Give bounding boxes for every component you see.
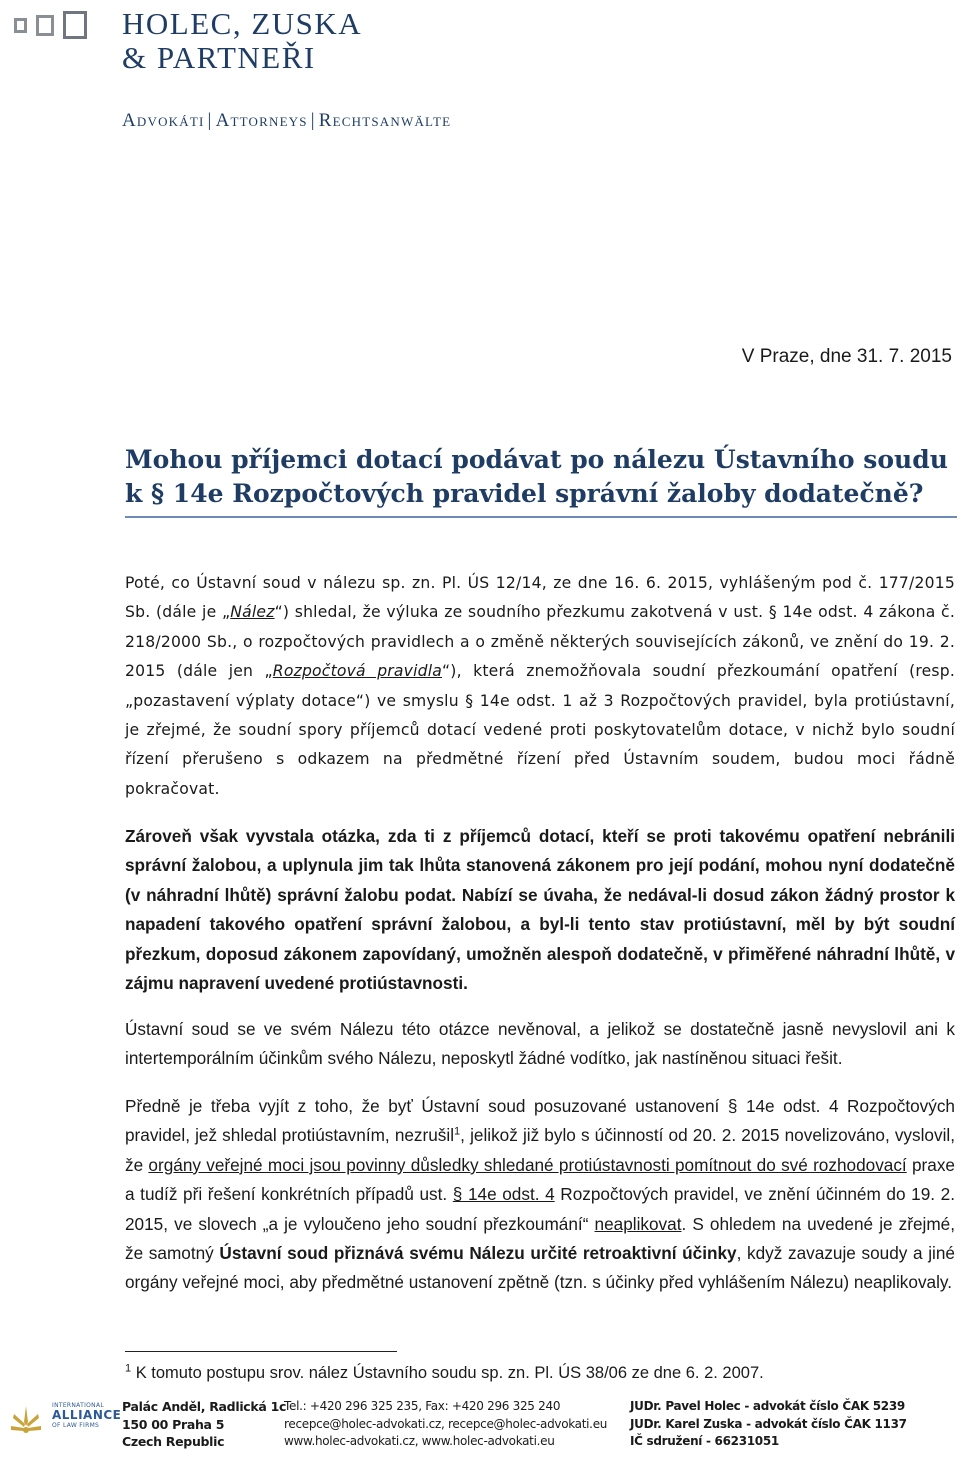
heading-line-2: k § 14e Rozpočtových pravidel správní žaloby dodatečně?	[125, 479, 924, 508]
paragraph-1-text: “), která znemožňovala soudní přezkoumání opatření (resp. „pozastavení výplaty dotace“) ve smyslu § 14e odst. 1 až 3 Rozpočtových pravidel, byla protiústavní, je zřejmé, že soudní spory příjemců dotací vedené proti poskytovatelům dotace, v nichž bylo soudní řízení přerušeno s odkazem na předmětné řízení před Ústavním soudem, budou moci řádně pokračovat.	[125, 662, 956, 798]
contact-web[interactable]: www.holec-advokati.cz, www.holec-advokati.eu	[284, 1434, 555, 1448]
paragraph-1-text: Poté, co Ústavní soud v nálezu sp. zn. Pl. ÚS 12/14, ze dne 16. 6. 2015, vyhlášeným pod č. 177/2015 Sb. (dále je „	[125, 574, 955, 622]
defined-term-nalez: Nález	[230, 603, 275, 622]
footer-registry	[630, 1398, 907, 1451]
paragraph-4-text: , jelikož již bylo s účinností od 20. 2. 2015 novelizováno, vyslovil, že	[125, 1125, 956, 1175]
footnote-divider	[125, 1351, 397, 1352]
contact-email[interactable]: recepce@holec-advokati.cz, recepce@holec-advokati.eu	[284, 1416, 608, 1431]
address-line: 150 00 Praha 5	[122, 1416, 225, 1432]
underlined-neaplikovat: neaplikovat	[594, 1213, 682, 1234]
tagline-rechtsanwalte: Rechtsanwälte	[318, 110, 452, 131]
underlined-section-ref: § 14e odst. 4	[452, 1184, 555, 1205]
address-line: Czech Republic	[122, 1434, 225, 1449]
contact-phone: Tel.: +420 296 325 235, Fax: +420 296 325 240	[284, 1399, 561, 1413]
page-footer	[0, 1398, 960, 1454]
logo-square-medium-icon	[36, 15, 54, 36]
heading-divider	[125, 516, 957, 518]
bold-conclusion: Ústavní soud přiznává svému Nálezu určité retroaktivní účinky	[219, 1243, 737, 1264]
heading-line-1: Mohou příjemci dotací podávat po nálezu Ústavního soudu	[125, 445, 948, 474]
paragraph-1	[125, 569, 955, 804]
tagline-advokati: Advokáti	[122, 110, 205, 131]
paragraph-1-text: “) shledal, že výluka ze soudního přezkumu zakotvená v ust. § 14e odst. 4 zákona č. 218/2000 Sb., o rozpočtových pravidlech a o změně některých souvisejících zákonů, ve znění do 19. 2. 2015 (dále jen „	[125, 603, 955, 681]
registry-line: IČ sdružení - 66231051	[630, 1434, 779, 1448]
firm-name: HOLEC, ZUSKA	[122, 6, 363, 41]
underlined-quote: orgány veřejné moci jsou povinny důsledky shledané protiústavnosti pomítnout do své rozhodovací	[148, 1154, 907, 1175]
alliance-emblem-icon	[10, 1402, 42, 1448]
footer-contacts	[284, 1398, 607, 1451]
paragraph-4-text: praxe a tudíž při řešení konkrétních případů ust.	[125, 1154, 955, 1205]
alliance-line-1: INTERNATIONAL	[52, 1402, 105, 1409]
footnote	[125, 1364, 764, 1383]
paragraph-3: Ústavní soud se ve svém Nálezu této otázce nevěnoval, a jelikož se dostatečně jasně nevyslovil ani k intertemporálním účinkům svého Nálezu, neposkytl žádné vodítko, jak nastíněnou situaci řešit.	[125, 1019, 955, 1069]
paragraph-4	[125, 1092, 955, 1298]
registry-line: JUDr. Pavel Holec - advokát číslo ČAK 5239	[630, 1399, 905, 1413]
footnote-reference[interactable]: 1	[454, 1125, 461, 1138]
footer-address	[122, 1398, 286, 1451]
logo-square-large-icon	[63, 11, 87, 39]
tagline-attorneys: Attorneys	[215, 110, 308, 131]
paragraph-4-text: , když zavazuje soudy a jiné orgány veřejné moci, aby předmětné ustanovení zpětně (tzn. s účinky před vyhlášením Nálezu) neaplikovaly.	[125, 1243, 955, 1293]
logo-mark	[14, 10, 87, 40]
alliance-line-2: ALLIANCE	[52, 1408, 122, 1422]
logo-square-small-icon	[14, 18, 27, 33]
document-date: V Praze, dne 31. 7. 2015	[741, 346, 952, 367]
defined-term-rozpoctova-pravidla: Rozpočtová pravidla	[272, 662, 443, 681]
alliance-line-3: OF LAW FIRMS	[52, 1422, 100, 1429]
firm-name-partners: & PARTNEŘI	[122, 40, 316, 75]
paragraph-4-text: . S ohledem na uvedené je zřejmé, že samotný	[125, 1213, 956, 1264]
footnote-number: 1	[125, 1362, 132, 1375]
address-line: Palác Anděl, Radlická 1c	[122, 1399, 287, 1414]
firm-tagline: Advokáti | Attorneys | Rechtsanwälte	[122, 110, 452, 131]
international-alliance-logo	[10, 1400, 122, 1454]
paragraph-4-text: Rozpočtových pravidel, ve znění účinném do 19. 2. 2015, ve slovech „a je vyloučeno jeho soudní přezkoumání“	[125, 1184, 955, 1234]
alliance-text	[52, 1402, 121, 1429]
footnote-text: K tomuto postupu srov. nález Ústavního soudu sp. zn. Pl. ÚS 38/06 ze dne 6. 2. 2007.	[131, 1364, 764, 1382]
paragraph-2: Zároveň však vyvstala otázka, zda ti z příjemců dotací, kteří se proti takovému opatření nebránili správní žalobou, a uplynula jim tak lhůta stanovená zákonem pro její podání, mohou nyní dodatečně (v náhradní lhůtě) správní žalobu podat. Nabízí se úvaha, že nedával-li dosud zákon žádný prostor k napadení takového opatření správní žalobou, a byl-li tento stav protiústavní, měl by být soudní přezkum, doposud zákonem zapovídaný, umožněn alespoň dodatečně, v přiměřené náhradní lhůtě, v zájmu napravení uvedené protiústavnosti.	[125, 826, 955, 994]
paragraph-4-text: Předně je třeba vyjít z toho, že byť Ústavní soud posuzované ustanovení § 14e odst. 4 Rozpočtových pravidel, jež shledal protiústavním, nezrušil	[125, 1096, 955, 1146]
document-heading	[125, 443, 955, 511]
registry-line: JUDr. Karel Zuska - advokát číslo ČAK 1137	[630, 1416, 907, 1431]
